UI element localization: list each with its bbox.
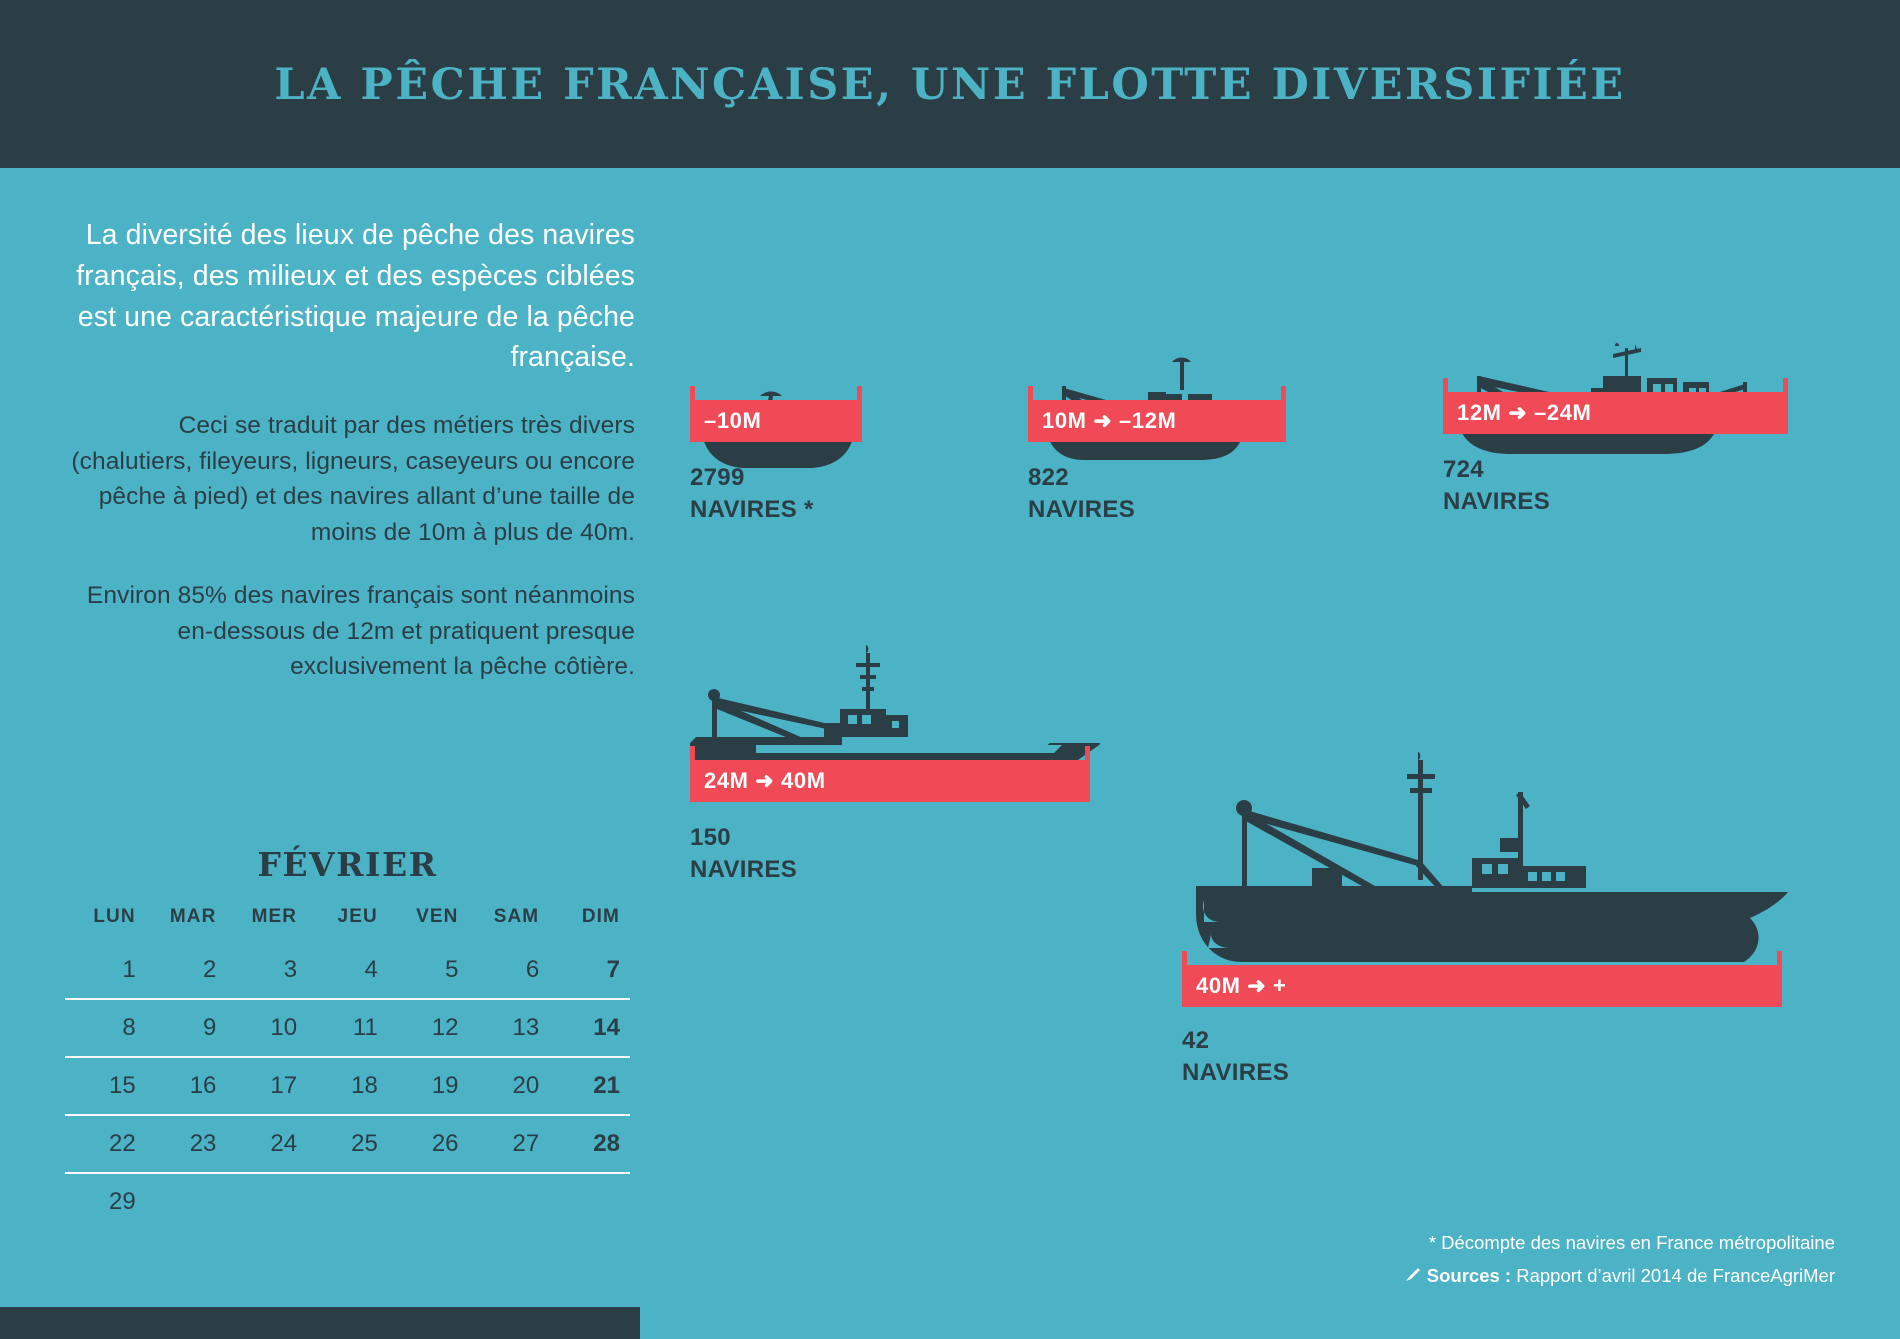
size-bar-under-10m <box>690 400 862 442</box>
bar-cap-right <box>1783 378 1788 392</box>
calendar-day[interactable]: 23 <box>146 1115 227 1173</box>
vessel-count-unit: NAVIRES <box>1443 487 1551 515</box>
calendar-widget <box>50 845 645 1230</box>
calendar-week-row <box>65 999 630 1057</box>
calendar-day[interactable]: 20 <box>469 1057 550 1115</box>
vessel-count-value: 822 <box>1028 464 1069 491</box>
calendar-table <box>65 906 630 1230</box>
boat-icon-trawler <box>690 645 1100 845</box>
vessel-count-unit: NAVIRES <box>690 855 798 883</box>
size-bar-10m-12m <box>1028 400 1286 442</box>
calendar-weekday-mar: MAR <box>169 906 217 927</box>
calendar-day[interactable]: 7 <box>549 942 630 999</box>
footnotes <box>1404 1227 1835 1294</box>
calendar-weekday-jeu: JEU <box>337 906 378 927</box>
calendar-day[interactable]: 28 <box>549 1115 630 1173</box>
calendar-day-empty <box>469 1173 550 1230</box>
calendar-day[interactable]: 19 <box>388 1057 469 1115</box>
fleet-group-24m-40m <box>690 555 1100 883</box>
bar-cap-left <box>690 746 695 760</box>
bar-cap-left <box>690 386 695 400</box>
calendar-month-title: FÉVRIER <box>257 845 438 884</box>
size-bar-label: 24M ➜ 40M <box>704 768 826 793</box>
calendar-day[interactable]: 27 <box>469 1115 550 1173</box>
fleet-group-under-10m <box>690 270 865 523</box>
calendar-day[interactable]: 8 <box>65 999 146 1057</box>
vessel-count-under-10m <box>690 462 814 526</box>
bottom-left-block <box>0 1307 640 1339</box>
size-bar-24m-40m <box>690 760 1090 802</box>
bar-cap-right <box>1777 951 1782 965</box>
bar-cap-right <box>857 386 862 400</box>
vessel-count-value: 150 <box>690 824 731 851</box>
calendar-week-row <box>65 1173 630 1230</box>
vessel-count-10m-12m <box>1028 462 1135 526</box>
calendar-day[interactable]: 13 <box>469 999 550 1057</box>
calendar-day[interactable]: 29 <box>109 1188 136 1215</box>
intro-paragraph-lead: La diversité des lieux de pêche des navires français, des milieux et des espèces ciblées est une caractéristique majeure de la pêche française. <box>76 219 635 374</box>
vessel-count-unit: NAVIRES <box>1182 1058 1290 1086</box>
calendar-day[interactable]: 17 <box>226 1057 307 1115</box>
calendar-day[interactable]: 10 <box>226 999 307 1057</box>
size-bar-label: –10M <box>704 408 762 433</box>
calendar-day[interactable]: 21 <box>549 1057 630 1115</box>
size-bar-over-40m <box>1182 965 1782 1007</box>
calendar-day[interactable]: 11 <box>307 999 388 1057</box>
calendar-day[interactable]: 4 <box>307 942 388 999</box>
intro-text-column <box>60 215 635 713</box>
calendar-week-row <box>65 1115 630 1173</box>
fleet-group-10m-12m <box>1028 240 1288 523</box>
calendar-day-empty <box>146 1173 227 1230</box>
calendar-day[interactable]: 24 <box>226 1115 307 1173</box>
calendar-day[interactable]: 2 <box>146 942 227 999</box>
calendar-day-empty <box>549 1173 630 1230</box>
calendar-day-empty <box>307 1173 388 1230</box>
size-bar-label: 10M ➜ –12M <box>1042 408 1177 433</box>
calendar-day[interactable]: 1 <box>65 942 146 999</box>
footnote-sources <box>1404 1260 1835 1294</box>
calendar-day[interactable]: 6 <box>469 942 550 999</box>
bar-cap-left <box>1443 378 1448 392</box>
bar-cap-left <box>1182 951 1187 965</box>
calendar-day-empty <box>226 1173 307 1230</box>
intro-paragraph-2: Ceci se traduit par des métiers très divers (chalutiers, fileyeurs, ligneurs, caseyeurs ou encore pêche à pied) et des navires allant d’une taille de moins de 10m à plus de 40m. <box>71 412 635 546</box>
vessel-count-unit: NAVIRES * <box>690 495 814 523</box>
vessel-count-value: 2799 <box>690 464 745 491</box>
vessel-count-over-40m <box>1182 1025 1289 1089</box>
calendar-day[interactable]: 18 <box>307 1057 388 1115</box>
calendar-day[interactable]: 26 <box>388 1115 469 1173</box>
calendar-week-row <box>65 1057 630 1115</box>
pen-icon <box>1404 1262 1422 1294</box>
calendar-day[interactable]: 25 <box>307 1115 388 1173</box>
bar-cap-right <box>1281 386 1286 400</box>
calendar-weekday-ven: VEN <box>416 906 459 927</box>
intro-paragraph-3: Environ 85% des navires français sont néanmoins en-dessous de 12m et pratiquent presque exclusivement la pêche côtière. <box>86 582 635 681</box>
calendar-day[interactable]: 16 <box>146 1057 227 1115</box>
vessel-count-value: 42 <box>1182 1027 1210 1054</box>
calendar-day[interactable]: 14 <box>549 999 630 1057</box>
bar-cap-right <box>1085 746 1090 760</box>
fleet-group-over-40m <box>1182 620 1792 1086</box>
calendar-day[interactable]: 3 <box>226 942 307 999</box>
wave-divider <box>0 120 1900 180</box>
size-bar-label: 12M ➜ –24M <box>1457 400 1592 425</box>
calendar-day[interactable]: 22 <box>65 1115 146 1173</box>
size-bar-12m-24m <box>1443 392 1788 434</box>
calendar-weekday-mer: MER <box>251 906 298 927</box>
page-title: LA PÊCHE FRANÇAISE, UNE FLOTTE DIVERSIFIÉE <box>274 60 1626 110</box>
calendar-weekday-sam: SAM <box>493 906 540 927</box>
calendar-day[interactable]: 12 <box>388 999 469 1057</box>
vessel-count-24m-40m <box>690 822 797 886</box>
size-bar-label: 40M ➜ + <box>1196 973 1287 998</box>
vessel-count-12m-24m <box>1443 454 1550 518</box>
calendar-weekday-lun: LUN <box>93 906 136 927</box>
calendar-week-row <box>65 942 630 999</box>
vessel-count-value: 724 <box>1443 456 1484 483</box>
fleet-group-12m-24m <box>1443 222 1788 515</box>
calendar-day[interactable]: 9 <box>146 999 227 1057</box>
bar-cap-left <box>1028 386 1033 400</box>
footnote-asterisk: * Décompte des navires en France métropolitaine <box>1428 1232 1835 1254</box>
sources-label: Sources : <box>1426 1264 1512 1286</box>
vessel-count-unit: NAVIRES <box>1028 495 1136 523</box>
calendar-header-row <box>65 906 630 942</box>
calendar-weekday-dim: DIM <box>581 906 620 927</box>
calendar-day[interactable]: 5 <box>388 942 469 999</box>
calendar-day-empty <box>388 1173 469 1230</box>
calendar-day[interactable]: 15 <box>65 1057 146 1115</box>
sources-value: Rapport d’avril 2014 de FranceAgriMer <box>1511 1264 1835 1286</box>
